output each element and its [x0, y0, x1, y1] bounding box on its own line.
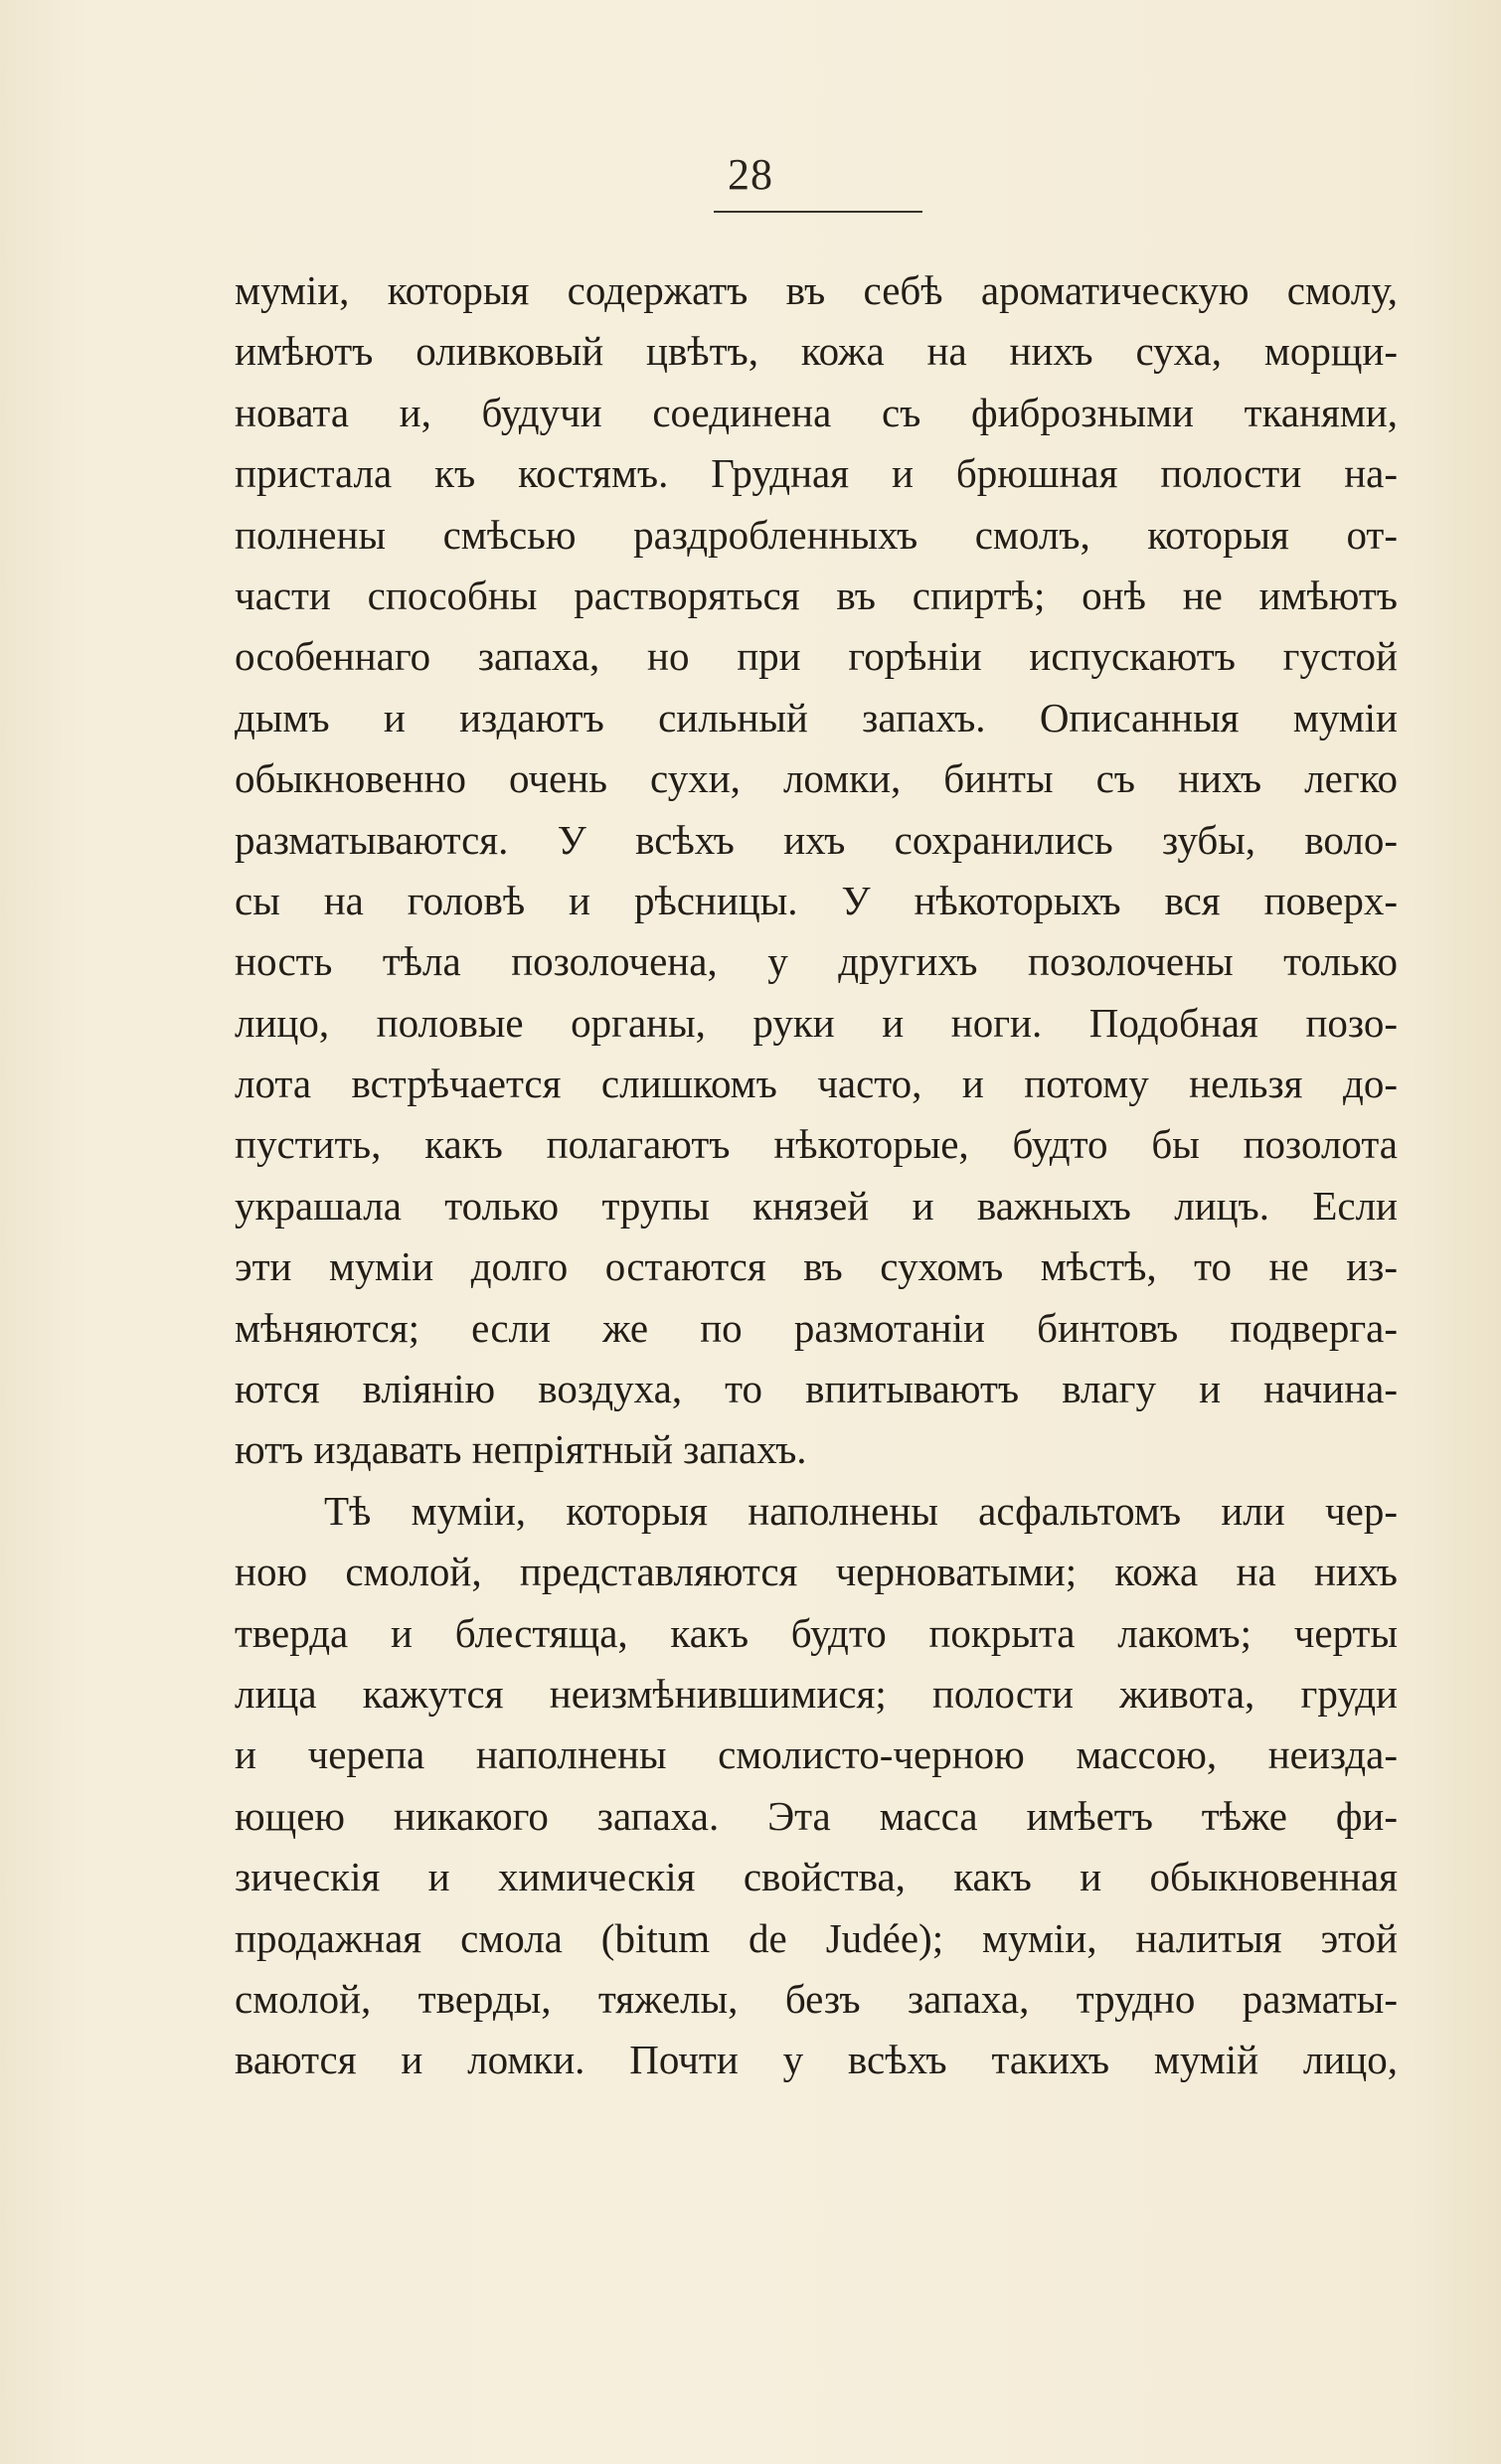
text-line: ющею никакого запаха. Эта масса имѣетъ тѣже фи- — [235, 1792, 1398, 1839]
text-line: муміи, которыя содержатъ въ себѣ ароматическую смолу, — [235, 267, 1398, 313]
text-line: украшала только трупы князей и важныхъ лицъ. Если — [235, 1182, 1398, 1229]
text-line: новата и, будучи соединена съ фиброзными тканями, — [235, 389, 1398, 435]
text-line: части способны растворяться въ спиртѣ; онѣ не имѣютъ — [235, 572, 1398, 618]
text-line: смолой, тверды, тяжелы, безъ запаха, трудно разматы- — [235, 1975, 1398, 2022]
text-line: и черепа наполнены смолисто-черною массою, неизда- — [235, 1731, 1398, 1778]
text-line: зическія и химическія свойства, какъ и обыкновенная — [235, 1854, 1398, 1900]
text-line: ваются и ломки. Почти у всѣхъ такихъ мумій лицо, — [235, 2037, 1398, 2083]
text-line: лицо, половые органы, руки и ноги. Подобная позо- — [235, 999, 1398, 1046]
text-line: тверда и блестяща, какъ будто покрыта лакомъ; черты — [235, 1609, 1398, 1656]
text-line: разматываются. У всѣхъ ихъ сохранились зубы, воло- — [235, 816, 1398, 863]
text-line: особеннаго запаха, но при горѣніи испускаютъ густой — [235, 633, 1398, 680]
text-line: эти муміи долго остаются въ сухомъ мѣстѣ, то не из- — [235, 1243, 1398, 1290]
text-line: ютъ издавать непріятный запахъ. — [235, 1426, 807, 1473]
text-line: лица кажутся неизмѣнившимися; полости живота, груди — [235, 1670, 1398, 1717]
page-number: 28 — [728, 150, 773, 199]
body-text — [235, 260, 1398, 2091]
text-line: пустить, какъ полагаютъ нѣкоторые, будто бы позолота — [235, 1121, 1398, 1168]
text-line: сы на головѣ и рѣсницы. У нѣкоторыхъ вся поверх- — [235, 877, 1398, 923]
text-line: имѣютъ оливковый цвѣтъ, кожа на нихъ суха, морщи- — [235, 328, 1398, 375]
text-line: лота встрѣчается слишкомъ часто, и потому нельзя до- — [235, 1061, 1398, 1107]
header-rule — [714, 211, 922, 213]
text-line: дымъ и издаютъ сильный запахъ. Описанныя муміи — [235, 694, 1398, 740]
text-line: продажная смола (bitum de Judée); муміи, налитыя этой — [235, 1914, 1398, 1961]
text-line: ются вліянію воздуха, то впитываютъ влагу и начина- — [235, 1366, 1398, 1412]
text-line: Тѣ муміи, которыя наполнены асфальтомъ или чер- — [324, 1487, 1398, 1534]
text-line: полнены смѣсью раздробленныхъ смолъ, которыя от- — [235, 511, 1398, 558]
text-line: ною смолой, представляются черноватыми; кожа на нихъ — [235, 1549, 1398, 1595]
text-line: пристала къ костямъ. Грудная и брюшная полости на- — [235, 450, 1398, 497]
text-line: ность тѣла позолочена, у другихъ позолочены только — [235, 938, 1398, 985]
text-line: обыкновенно очень сухи, ломки, бинты съ нихъ легко — [235, 755, 1398, 802]
text-line: мѣняются; если же по размотаніи бинтовъ подверга- — [235, 1304, 1398, 1351]
